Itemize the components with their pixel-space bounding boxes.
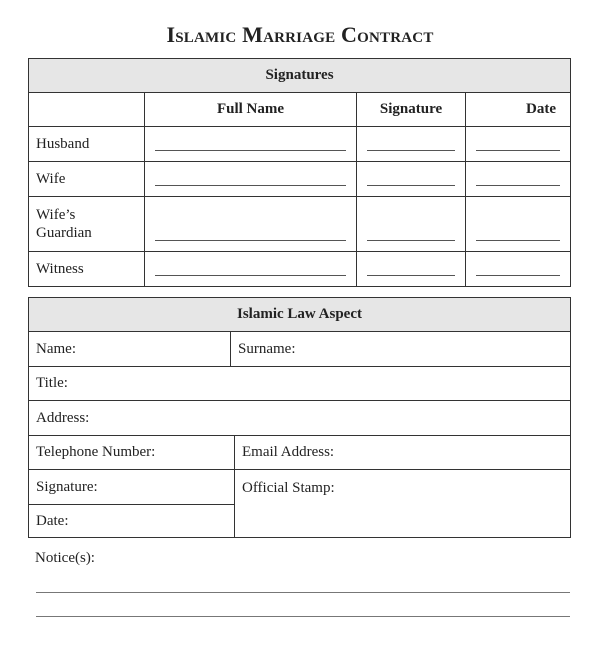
full-name-column-header: Full Name (145, 93, 357, 127)
name-field[interactable]: Name: (29, 332, 231, 367)
wife-date-field[interactable] (466, 162, 571, 197)
title-field[interactable]: Title: (29, 367, 571, 401)
guardian-full-name-field[interactable] (145, 197, 357, 252)
witness-date-field[interactable] (466, 252, 571, 287)
fill-line (155, 150, 346, 151)
row-label-husband: Husband (29, 127, 145, 162)
address-field[interactable]: Address: (29, 401, 571, 436)
fill-line (155, 185, 346, 186)
signature-row-husband (29, 127, 571, 162)
telephone-field[interactable]: Telephone Number: (29, 436, 235, 470)
email-field[interactable]: Email Address: (235, 436, 571, 470)
fill-line (367, 275, 455, 276)
witness-signature-field[interactable] (357, 252, 466, 287)
signatures-table (28, 58, 571, 287)
row-label-witness: Witness (29, 252, 145, 287)
fill-line (155, 275, 346, 276)
surname-field[interactable]: Surname: (231, 332, 571, 367)
fill-line (367, 185, 455, 186)
guardian-signature-field[interactable] (357, 197, 466, 252)
notice-line-2[interactable] (36, 616, 570, 617)
notice-label: Notice(s): (35, 550, 95, 566)
wife-full-name-field[interactable] (145, 162, 357, 197)
row-label-wife: Wife (29, 162, 145, 197)
date-column-header: Date (466, 93, 571, 127)
signature-column-header: Signature (357, 93, 466, 127)
law-aspect-header: Islamic Law Aspect (29, 298, 571, 332)
corner-cell (29, 93, 145, 127)
wife-signature-field[interactable] (357, 162, 466, 197)
signature-field[interactable]: Signature: (29, 470, 235, 505)
fill-line (367, 240, 455, 241)
date-field[interactable]: Date: (29, 505, 235, 538)
signatures-header: Signatures (29, 59, 571, 93)
guardian-date-field[interactable] (466, 197, 571, 252)
notice-line-1[interactable] (36, 592, 570, 593)
husband-signature-field[interactable] (357, 127, 466, 162)
husband-full-name-field[interactable] (145, 127, 357, 162)
fill-line (476, 240, 560, 241)
signature-row-guardian (29, 197, 571, 252)
official-stamp-field[interactable]: Official Stamp: (235, 470, 571, 538)
signature-row-wife (29, 162, 571, 197)
fill-line (476, 275, 560, 276)
signature-row-witness (29, 252, 571, 287)
fill-line (476, 150, 560, 151)
husband-date-field[interactable] (466, 127, 571, 162)
witness-full-name-field[interactable] (145, 252, 357, 287)
islamic-law-aspect-table (28, 297, 571, 538)
document-title: Islamic Marriage Contract (166, 22, 434, 47)
fill-line (155, 240, 346, 241)
fill-line (367, 150, 455, 151)
row-label-guardian: Wife’s Guardian (29, 197, 145, 252)
fill-line (476, 185, 560, 186)
